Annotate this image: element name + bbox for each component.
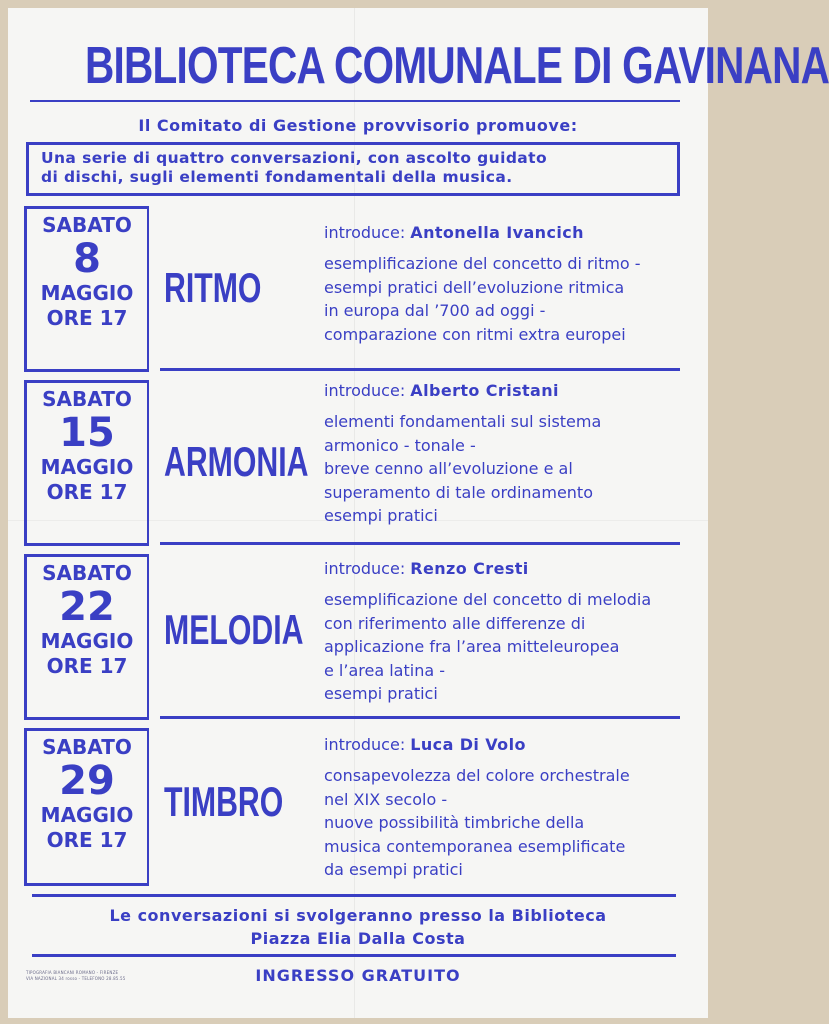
detail-line: in europa dal ’700 ad oggi -	[324, 301, 546, 320]
date-day: SABATO	[42, 387, 132, 411]
date-box-1	[24, 206, 149, 372]
intro-line-2: di dischi, sugli elementi fondamentali della musica.	[41, 168, 513, 186]
poster	[8, 8, 829, 1018]
detail-line: esempi pratici	[324, 684, 438, 703]
intro-box	[26, 142, 680, 196]
introducer	[324, 222, 704, 244]
event-details-1	[324, 222, 704, 346]
date-month: MAGGIO	[40, 455, 134, 479]
detail-line: breve cenno all’evoluzione e al	[324, 459, 573, 478]
date-number: 22	[59, 584, 115, 630]
footer-venue	[8, 904, 708, 950]
introduce-label: introduce:	[324, 559, 406, 578]
speaker-name: Alberto Cristani	[410, 381, 559, 400]
printer-imprint	[26, 970, 166, 982]
introduce-label: introduce:	[324, 223, 406, 242]
date-month: MAGGIO	[40, 629, 134, 653]
detail-line: esempi pratici dell’evoluzione ritmica	[324, 277, 625, 297]
detail-line: esemplificazione del concetto di ritmo -	[324, 254, 641, 273]
detail-line: armonico - tonale -	[324, 435, 476, 455]
date-box-3	[24, 554, 149, 720]
printer-line-2: VIA NAZIONAL 34 rosso - TELEFONO 28.85.55	[26, 976, 126, 981]
intro-text	[41, 149, 671, 187]
detail-line: nuove possibilità timbriche della	[324, 813, 585, 832]
detail-line: esempi pratici	[324, 506, 438, 525]
date-time: ORE 17	[46, 828, 128, 852]
date-time: ORE 17	[46, 654, 128, 678]
speaker-name: Antonella Ivancich	[410, 223, 584, 242]
topic-title-3: MELODIA	[164, 606, 304, 653]
date-time: ORE 17	[46, 306, 128, 330]
date-day: SABATO	[42, 735, 132, 759]
date-number: 15	[59, 410, 115, 456]
detail-line: comparazione con ritmi extra europei	[324, 324, 626, 344]
introduce-label: introduce:	[324, 735, 406, 754]
footer-line-2: Piazza Elia Dalla Costa	[250, 929, 466, 948]
topic-title-4: TIMBRO	[164, 778, 284, 825]
poster-subtitle: Il Comitato di Gestione provvisorio promuove:	[138, 116, 578, 135]
event-separator	[160, 368, 680, 371]
event-details-3	[324, 558, 704, 706]
introducer	[324, 380, 704, 402]
detail-line: superamento di tale ordinamento	[324, 482, 593, 502]
event-separator	[160, 716, 680, 719]
detail-line: con riferimento alle differenze di	[324, 613, 586, 633]
date-box-4	[24, 728, 149, 886]
topic-title-1: RITMO	[164, 264, 262, 311]
intro-line-1: Una serie di quattro conversazioni, con ascolto guidato	[41, 149, 548, 167]
detail-line: elementi fondamentali sul sistema	[324, 412, 602, 431]
poster-title: BIBLIOTECA COMUNALE DI GAVINANA	[85, 37, 829, 95]
event-details-4	[324, 734, 704, 882]
title-rule	[30, 100, 680, 102]
footer-rule-top	[32, 894, 676, 897]
detail-line: da esempi pratici	[324, 860, 463, 879]
detail-line: consapevolezza del colore orchestrale	[324, 766, 630, 785]
free-entry: INGRESSO GRATUITO	[255, 966, 461, 985]
date-time: ORE 17	[46, 480, 128, 504]
detail-line: musica contemporanea esemplificate	[324, 836, 626, 856]
event-details-2	[324, 380, 704, 528]
date-month: MAGGIO	[40, 803, 134, 827]
date-month: MAGGIO	[40, 281, 134, 305]
footer-line-1: Le conversazioni si svolgeranno presso la Biblioteca	[109, 906, 607, 925]
date-day: SABATO	[42, 213, 132, 237]
topic-title-2: ARMONIA	[164, 438, 309, 485]
introducer	[324, 558, 704, 580]
introduce-label: introduce:	[324, 381, 406, 400]
date-day: SABATO	[42, 561, 132, 585]
detail-line: applicazione fra l’area mitteleuropea	[324, 637, 620, 656]
printer-line-1: TIPOGRAFIA BIANCANI ROMANO - FIRENZE	[26, 970, 119, 975]
speaker-name: Renzo Cresti	[410, 559, 529, 578]
date-number: 8	[73, 236, 101, 282]
detail-line: nel XIX secolo -	[324, 789, 448, 809]
detail-line: esemplificazione del concetto di melodia	[324, 590, 652, 609]
date-box-2	[24, 380, 149, 546]
event-separator	[160, 542, 680, 545]
date-number: 29	[59, 758, 115, 804]
footer-rule-bottom	[32, 954, 676, 957]
speaker-name: Luca Di Volo	[410, 735, 526, 754]
introducer	[324, 734, 704, 756]
detail-line: e l’area latina -	[324, 660, 445, 680]
